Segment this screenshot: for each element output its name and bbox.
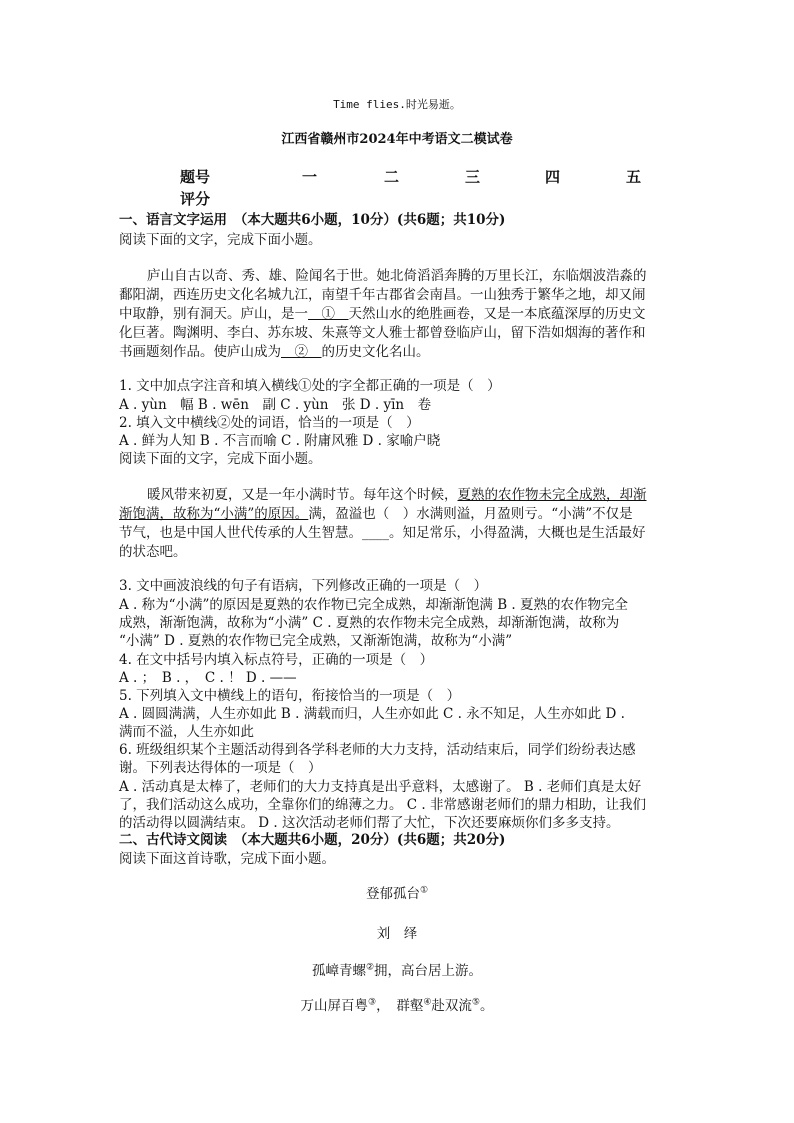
blank-2: ② <box>281 344 322 360</box>
question-6: 6. 班级组织某个主题活动得到各学科老师的大力支持，活动结束后，同学们纷纷表达感 <box>119 742 636 758</box>
question-5-options: A . 圆圆满满，人生亦如此 B . 满载而归，人生亦如此 C . 永不知足，人生亦如此 D . <box>119 706 625 722</box>
question-6-options: A . 活动真是太棒了，老师们的大力支持真是出乎意料，太感谢了。 B . 老师们真是太好 <box>119 779 642 795</box>
score-table-column: 三 <box>465 168 481 186</box>
reading-instruction: 阅读下面这首诗歌，完成下面小题。 <box>119 851 335 867</box>
question-6-options: 的活动得以圆满结束。 D . 这次活动老师们帮了大忙，下次还要麻烦你们多多支持。 <box>119 815 620 831</box>
blank-1: ① <box>308 306 349 322</box>
question-5-options: 满而不溢，人生亦如此 <box>119 724 254 740</box>
reading-instruction: 阅读下面的文字，完成下面小题。 <box>119 451 322 467</box>
question-3-options: “小满” D . 夏熟的农作物已完全成熟，又渐渐饱满，故称为“小满” <box>119 633 513 649</box>
score-table-column: 二 <box>384 168 400 186</box>
score-table-column: 五 <box>626 168 642 186</box>
question-4-options: A . ； B . ， C . ！ D . —— <box>119 670 297 686</box>
question-1: 1. 文中加点字注音和填入横线①处的字全都正确的一项是（ ） <box>119 378 501 394</box>
question-3-options: A . 称为“小满”的原因是夏熟的农作物已完全成熟，却渐渐饱满 B . 夏熟的农作物完全 <box>119 597 629 613</box>
poem-author: 刘 绎 <box>376 926 418 942</box>
wavy-underline-sentence: 渐饱满，故称为“小满”的原因。 <box>119 506 309 522</box>
section-heading: 二、古代诗文阅读 （本大题共6小题，20分）(共6题；共20分) <box>119 832 506 848</box>
score-table-score-label: 评分 <box>180 190 211 208</box>
section-heading: 一、语言文字运用 （本大题共6小题，10分）(共6题；共10分) <box>119 212 506 228</box>
poem-title: 登郁孤台① <box>365 885 429 902</box>
question-3-options: 成熟，渐渐饱满，故称为“小满” C . 夏熟的农作物未完全成熟，却渐渐饱满，故称为 <box>119 615 620 631</box>
document-title: 江西省赣州市2024年中考语文二模试卷 <box>281 132 513 147</box>
score-table-column: 四 <box>545 168 561 186</box>
header-note: Time flies.时光易逝。 <box>333 98 461 111</box>
question-3: 3. 文中画波浪线的句子有语病，下列修改正确的一项是（ ） <box>119 578 488 594</box>
question-6: 谢。下列表达得体的一项是（ ） <box>119 760 322 776</box>
question-1-options: A . yùn 幅 B . wēn 副 C . yùn 张 D . yīn 卷 <box>119 397 432 413</box>
wavy-underline-sentence: 夏熟的农作物未完全成熟，却渐 <box>457 487 647 503</box>
question-2: 2. 填入文中横线②处的词语，恰当的一项是（ ） <box>119 415 420 431</box>
passage-line: 化巨著。陶渊明、李白、苏东坡、朱熹等文人雅士都曾登临庐山，留下浩如烟海的著作和 <box>119 325 646 341</box>
passage-line: 渐饱满，故称为“小满”的原因。满，盈溢也（ ）水满则溢，月盈则亏。“小满”不仅是 <box>119 506 633 522</box>
question-5: 5. 下列填入文中横线上的语句，衔接恰当的一项是（ ） <box>119 688 461 704</box>
reading-instruction: 阅读下面的文字，完成下面小题。 <box>119 232 322 248</box>
poem-line: 孤嶂青螺②拥，高台居上游。 <box>311 962 483 979</box>
score-table-column: 一 <box>302 168 318 186</box>
poem-line: 万山屏百粤③， 群壑④赴双流⑤。 <box>300 997 494 1014</box>
question-6-options: 了，我们活动这么成功，全靠你们的绵薄之力。 C . 非常感谢老师们的鼎力相助，让我们 <box>119 797 646 813</box>
passage-line: 节气，也是中国人世代传承的人生智慧。____。知足常乐，小得盈满，大概也是生活最好 <box>119 525 646 541</box>
passage-line: 的状态吧。 <box>119 544 187 560</box>
passage-line: 庐山自古以奇、秀、雄、险闻名于世。她北倚滔滔奔腾的万里长江，东临烟波浩淼的 <box>147 268 647 284</box>
score-table-header-label: 题号 <box>180 168 211 186</box>
passage-line: 鄱阳湖，西连历史文化名城九江，南望千年古郡省会南昌。一山独秀于繁华之地，却又闹 <box>119 287 646 303</box>
question-4: 4. 在文中括号内填入标点符号，正确的一项是（ ） <box>119 652 434 668</box>
passage-line: 书画题刻作品。使庐山成为 ② 的历史文化名山。 <box>119 344 430 360</box>
passage-line: 中取静，别有洞天。庐山，是一 ① 天然山水的绝胜画卷，又是一本底蕴深厚的历史文 <box>119 306 646 322</box>
passage-line: 暖风带来初夏，又是一年小满时节。每年这个时候，夏熟的农作物未完全成熟，却渐 <box>147 487 647 503</box>
question-2-options: A . 鲜为人知 B . 不言而喻 C . 附庸风雅 D . 家喻户晓 <box>119 433 441 449</box>
